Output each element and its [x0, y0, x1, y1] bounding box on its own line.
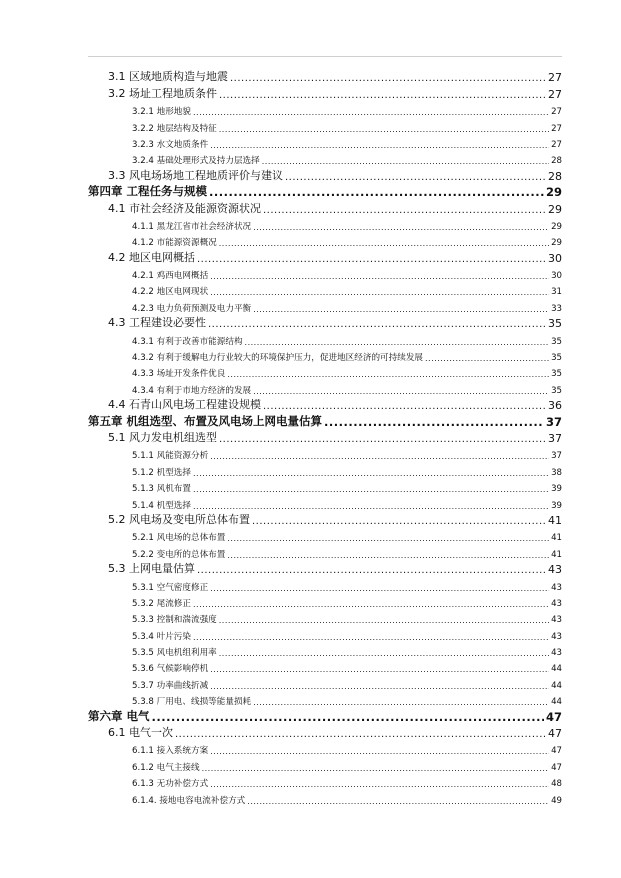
toc-entry-page: 27 [551, 123, 562, 134]
toc-entry-level-3[interactable] [0, 494, 621, 510]
toc-entry-page: 29 [548, 202, 562, 216]
toc-entry-level-3[interactable] [0, 543, 621, 559]
toc-entry-title: 4.2.1 鸡西电网概括 [132, 271, 209, 282]
toc-entry-level-2[interactable] [0, 724, 621, 740]
toc-entry-level-3[interactable] [0, 347, 621, 363]
toc-entry-page: 28 [551, 156, 562, 167]
toc-entry-page: 30 [548, 251, 562, 265]
toc-entry-title: 4.3 工程建设必要性 [108, 316, 206, 330]
toc-entry-title: 5.3 上网电量估算 [108, 562, 195, 576]
toc-entry-level-2[interactable] [0, 166, 621, 182]
table-of-contents [0, 68, 621, 806]
toc-entry-level-3[interactable] [0, 216, 621, 232]
dot-leader [210, 682, 549, 691]
dot-leader [175, 729, 546, 740]
toc-entry-title: 5.1 风力发电机组选型 [108, 430, 217, 444]
dot-leader [210, 780, 549, 789]
toc-entry-page: 28 [548, 169, 562, 183]
toc-entry-level-3[interactable] [0, 478, 621, 494]
toc-entry-page: 27 [548, 87, 562, 101]
toc-entry-level-3[interactable] [0, 134, 621, 150]
dot-leader [209, 185, 544, 199]
toc-entry-level-3[interactable] [0, 691, 621, 707]
toc-entry-level-2[interactable] [0, 396, 621, 412]
dot-leader [219, 616, 549, 625]
toc-entry-page: 44 [551, 680, 562, 691]
toc-entry-page: 30 [551, 271, 562, 282]
toc-entry-level-3[interactable] [0, 658, 621, 674]
toc-entry-title: 4.3.4 有利于市地方经济的发展 [132, 385, 252, 396]
toc-entry-page: 35 [551, 369, 562, 380]
dot-leader [197, 565, 546, 576]
toc-entry-page: 29 [551, 221, 562, 232]
toc-entry-level-3[interactable] [0, 101, 621, 117]
toc-entry-page: 41 [551, 533, 562, 544]
toc-entry-level-3[interactable] [0, 363, 621, 379]
toc-entry-title: 第五章 机组选型、布置及风电场上网电量估算 [88, 413, 323, 428]
toc-entry-level-3[interactable] [0, 674, 621, 690]
toc-entry-title: 5.3.5 风电机组利用率 [132, 648, 217, 659]
dot-leader [247, 797, 549, 806]
toc-entry-page: 39 [551, 500, 562, 511]
toc-entry-page: 43 [551, 615, 562, 626]
toc-entry-title: 6.1.2 电气主接线 [132, 762, 200, 773]
dot-leader [263, 401, 546, 412]
dot-leader [252, 516, 546, 527]
dot-leader [227, 534, 549, 543]
dot-leader [285, 172, 546, 183]
toc-entry-page: 37 [551, 451, 562, 462]
toc-entry-page: 41 [551, 549, 562, 560]
toc-entry-page: 27 [548, 71, 562, 85]
toc-entry-level-2[interactable] [0, 511, 621, 527]
dot-leader [219, 434, 546, 445]
dot-leader [253, 305, 549, 314]
toc-entry-title: 4.1 市社会经济及能源资源状况 [108, 201, 261, 215]
dot-leader [210, 665, 549, 674]
toc-entry-title: 5.3.4 叶片污染 [132, 631, 191, 642]
toc-entry-level-3[interactable] [0, 625, 621, 641]
toc-entry-title: 5.3.1 空气密度修正 [132, 582, 209, 593]
toc-entry-title: 4.1.2 市能源资源概况 [132, 238, 217, 249]
dot-leader [210, 141, 549, 150]
toc-entry-page: 43 [551, 648, 562, 659]
toc-entry-page: 48 [551, 779, 562, 790]
toc-entry-title: 5.3.2 尾流修正 [132, 598, 191, 609]
toc-entry-page: 43 [548, 563, 562, 577]
toc-entry-page: 47 [545, 709, 562, 724]
toc-entry-page: 35 [551, 385, 562, 396]
toc-entry-level-2[interactable] [0, 248, 621, 264]
dot-leader [219, 649, 549, 658]
toc-entry-title: 6.1.1 接入系统方案 [132, 746, 209, 757]
toc-entry-level-3[interactable] [0, 576, 621, 592]
toc-entry-level-2[interactable] [0, 68, 621, 84]
toc-entry-level-1[interactable] [0, 183, 621, 199]
toc-entry-level-3[interactable] [0, 379, 621, 395]
toc-entry-title: 5.3.6 气候影响停机 [132, 664, 209, 675]
toc-entry-level-2[interactable] [0, 199, 621, 215]
toc-entry-title: 4.4 石青山风电场工程建设规模 [108, 398, 261, 412]
toc-entry-title: 5.1.2 机型选择 [132, 467, 191, 478]
dot-leader [219, 125, 549, 134]
toc-entry-page: 36 [548, 399, 562, 413]
toc-entry-title: 4.2.3 电力负荷预测及电力平衡 [132, 303, 252, 314]
header-rule [88, 56, 562, 57]
toc-entry-title: 5.2 风电场及变电所总体布置 [108, 512, 250, 526]
toc-entry-level-3[interactable] [0, 642, 621, 658]
dot-leader [210, 584, 549, 593]
toc-entry-level-3[interactable] [0, 445, 621, 461]
toc-entry-level-3[interactable] [0, 461, 621, 477]
toc-entry-level-2[interactable] [0, 84, 621, 100]
toc-entry-title: 3.2.2 地层结构及特征 [132, 123, 217, 134]
dot-leader [227, 370, 549, 379]
toc-entry-title: 3.3 风电场场地工程地质评价与建议 [108, 168, 283, 182]
dot-leader [324, 415, 544, 429]
toc-entry-level-3[interactable] [0, 773, 621, 789]
toc-entry-page: 43 [551, 582, 562, 593]
dot-leader [210, 747, 549, 756]
toc-entry-title: 5.3.8 厂用电、线损等能量损耗 [132, 697, 252, 708]
toc-entry-level-3[interactable] [0, 527, 621, 543]
toc-entry-title: 5.1.4 机型选择 [132, 500, 191, 511]
toc-entry-level-3[interactable] [0, 609, 621, 625]
toc-entry-title: 5.3.3 控制和湍流强度 [132, 615, 217, 626]
dot-leader [210, 272, 549, 281]
toc-entry-page: 47 [551, 746, 562, 757]
toc-entry-title: 5.1.3 风机布置 [132, 484, 191, 495]
toc-entry-level-3[interactable] [0, 756, 621, 772]
toc-entry-title: 4.2 地区电网概括 [108, 250, 195, 264]
toc-entry-level-2[interactable] [0, 560, 621, 576]
toc-entry-title: 3.1 区域地质构造与地震 [108, 70, 228, 84]
toc-entry-title: 3.2 场址工程地质条件 [108, 86, 217, 100]
dot-leader [193, 502, 549, 511]
toc-entry-page: 27 [551, 139, 562, 150]
toc-entry-page: 43 [551, 598, 562, 609]
dot-leader [210, 288, 549, 297]
toc-entry-page: 35 [548, 317, 562, 331]
dot-leader [230, 73, 546, 84]
toc-entry-title: 第四章 工程任务与规模 [88, 184, 208, 199]
toc-entry-level-3[interactable] [0, 297, 621, 313]
dot-leader [245, 338, 550, 347]
toc-entry-page: 35 [551, 353, 562, 364]
toc-entry-title: 4.3.3 场址开发条件优良 [132, 369, 226, 380]
dot-leader [210, 452, 549, 461]
toc-entry-page: 38 [551, 467, 562, 478]
toc-entry-page: 37 [548, 431, 562, 445]
dot-leader [197, 254, 546, 265]
dot-leader [152, 710, 544, 724]
toc-entry-page: 39 [551, 484, 562, 495]
toc-entry-level-1[interactable] [0, 412, 621, 428]
toc-entry-title: 6.1.3 无功补偿方式 [132, 779, 209, 790]
dot-leader [202, 764, 549, 773]
toc-entry-title: 5.2.1 风电场的总体布置 [132, 533, 226, 544]
dot-leader [253, 223, 549, 232]
toc-entry-title: 5.1.1 风能资源分析 [132, 451, 209, 462]
dot-leader [193, 108, 549, 117]
toc-entry-level-1[interactable] [0, 707, 621, 723]
toc-entry-page: 44 [551, 664, 562, 675]
toc-entry-title: 第六章 电气 [88, 708, 150, 723]
toc-entry-title: 5.2.2 变电所的总体布置 [132, 549, 226, 560]
toc-entry-title: 4.1.1 黑龙江省市社会经济状况 [132, 221, 252, 232]
dot-leader [219, 90, 546, 101]
toc-entry-level-3[interactable] [0, 593, 621, 609]
toc-entry-page: 35 [551, 336, 562, 347]
toc-entry-level-3[interactable] [0, 740, 621, 756]
toc-entry-page: 47 [551, 762, 562, 773]
dot-leader [263, 205, 546, 216]
toc-entry-page: 47 [548, 727, 562, 741]
toc-entry-level-3[interactable] [0, 265, 621, 281]
dot-leader [193, 469, 549, 478]
toc-entry-page: 33 [551, 303, 562, 314]
dot-leader [208, 319, 546, 330]
toc-entry-level-3[interactable] [0, 281, 621, 297]
toc-entry-page: 44 [551, 697, 562, 708]
dot-leader [227, 551, 549, 560]
toc-entry-level-2[interactable] [0, 429, 621, 445]
toc-entry-page: 29 [545, 185, 562, 200]
dot-leader [253, 387, 549, 396]
toc-entry-page: 31 [551, 287, 562, 298]
toc-entry-page: 27 [551, 107, 562, 118]
toc-entry-level-3[interactable] [0, 117, 621, 133]
toc-entry-title: 3.2.3 水文地质条件 [132, 139, 209, 150]
toc-entry-title: 6.1 电气一次 [108, 726, 173, 740]
dot-leader [262, 157, 549, 166]
toc-entry-title: 4.2.2 地区电网现状 [132, 287, 209, 298]
dot-leader [425, 354, 549, 363]
toc-entry-page: 49 [551, 795, 562, 806]
toc-entry-page: 37 [545, 414, 562, 429]
dot-leader [193, 485, 549, 494]
toc-entry-title: 3.2.4 基础处理形式及持力层选择 [132, 156, 260, 167]
toc-entry-level-3[interactable] [0, 330, 621, 346]
dot-leader [193, 600, 549, 609]
toc-entry-level-3[interactable] [0, 150, 621, 166]
toc-entry-level-2[interactable] [0, 314, 621, 330]
dot-leader [253, 698, 549, 707]
toc-entry-level-3[interactable] [0, 232, 621, 248]
toc-entry-page: 41 [548, 513, 562, 527]
toc-entry-title: 4.3.2 有利于缓解电力行业较大的环境保护压力，促进地区经济的可持续发展 [132, 353, 424, 364]
toc-entry-title: 3.2.1 地形地貌 [132, 107, 191, 118]
dot-leader [219, 239, 549, 248]
toc-entry-title: 6.1.4. 接地电容电流补偿方式 [132, 795, 246, 806]
dot-leader [193, 633, 549, 642]
toc-entry-title: 4.3.1 有利于改善市能源结构 [132, 336, 243, 347]
toc-entry-level-3[interactable] [0, 789, 621, 805]
toc-entry-title: 5.3.7 功率曲线折减 [132, 680, 209, 691]
toc-entry-page: 43 [551, 631, 562, 642]
toc-entry-page: 29 [551, 238, 562, 249]
